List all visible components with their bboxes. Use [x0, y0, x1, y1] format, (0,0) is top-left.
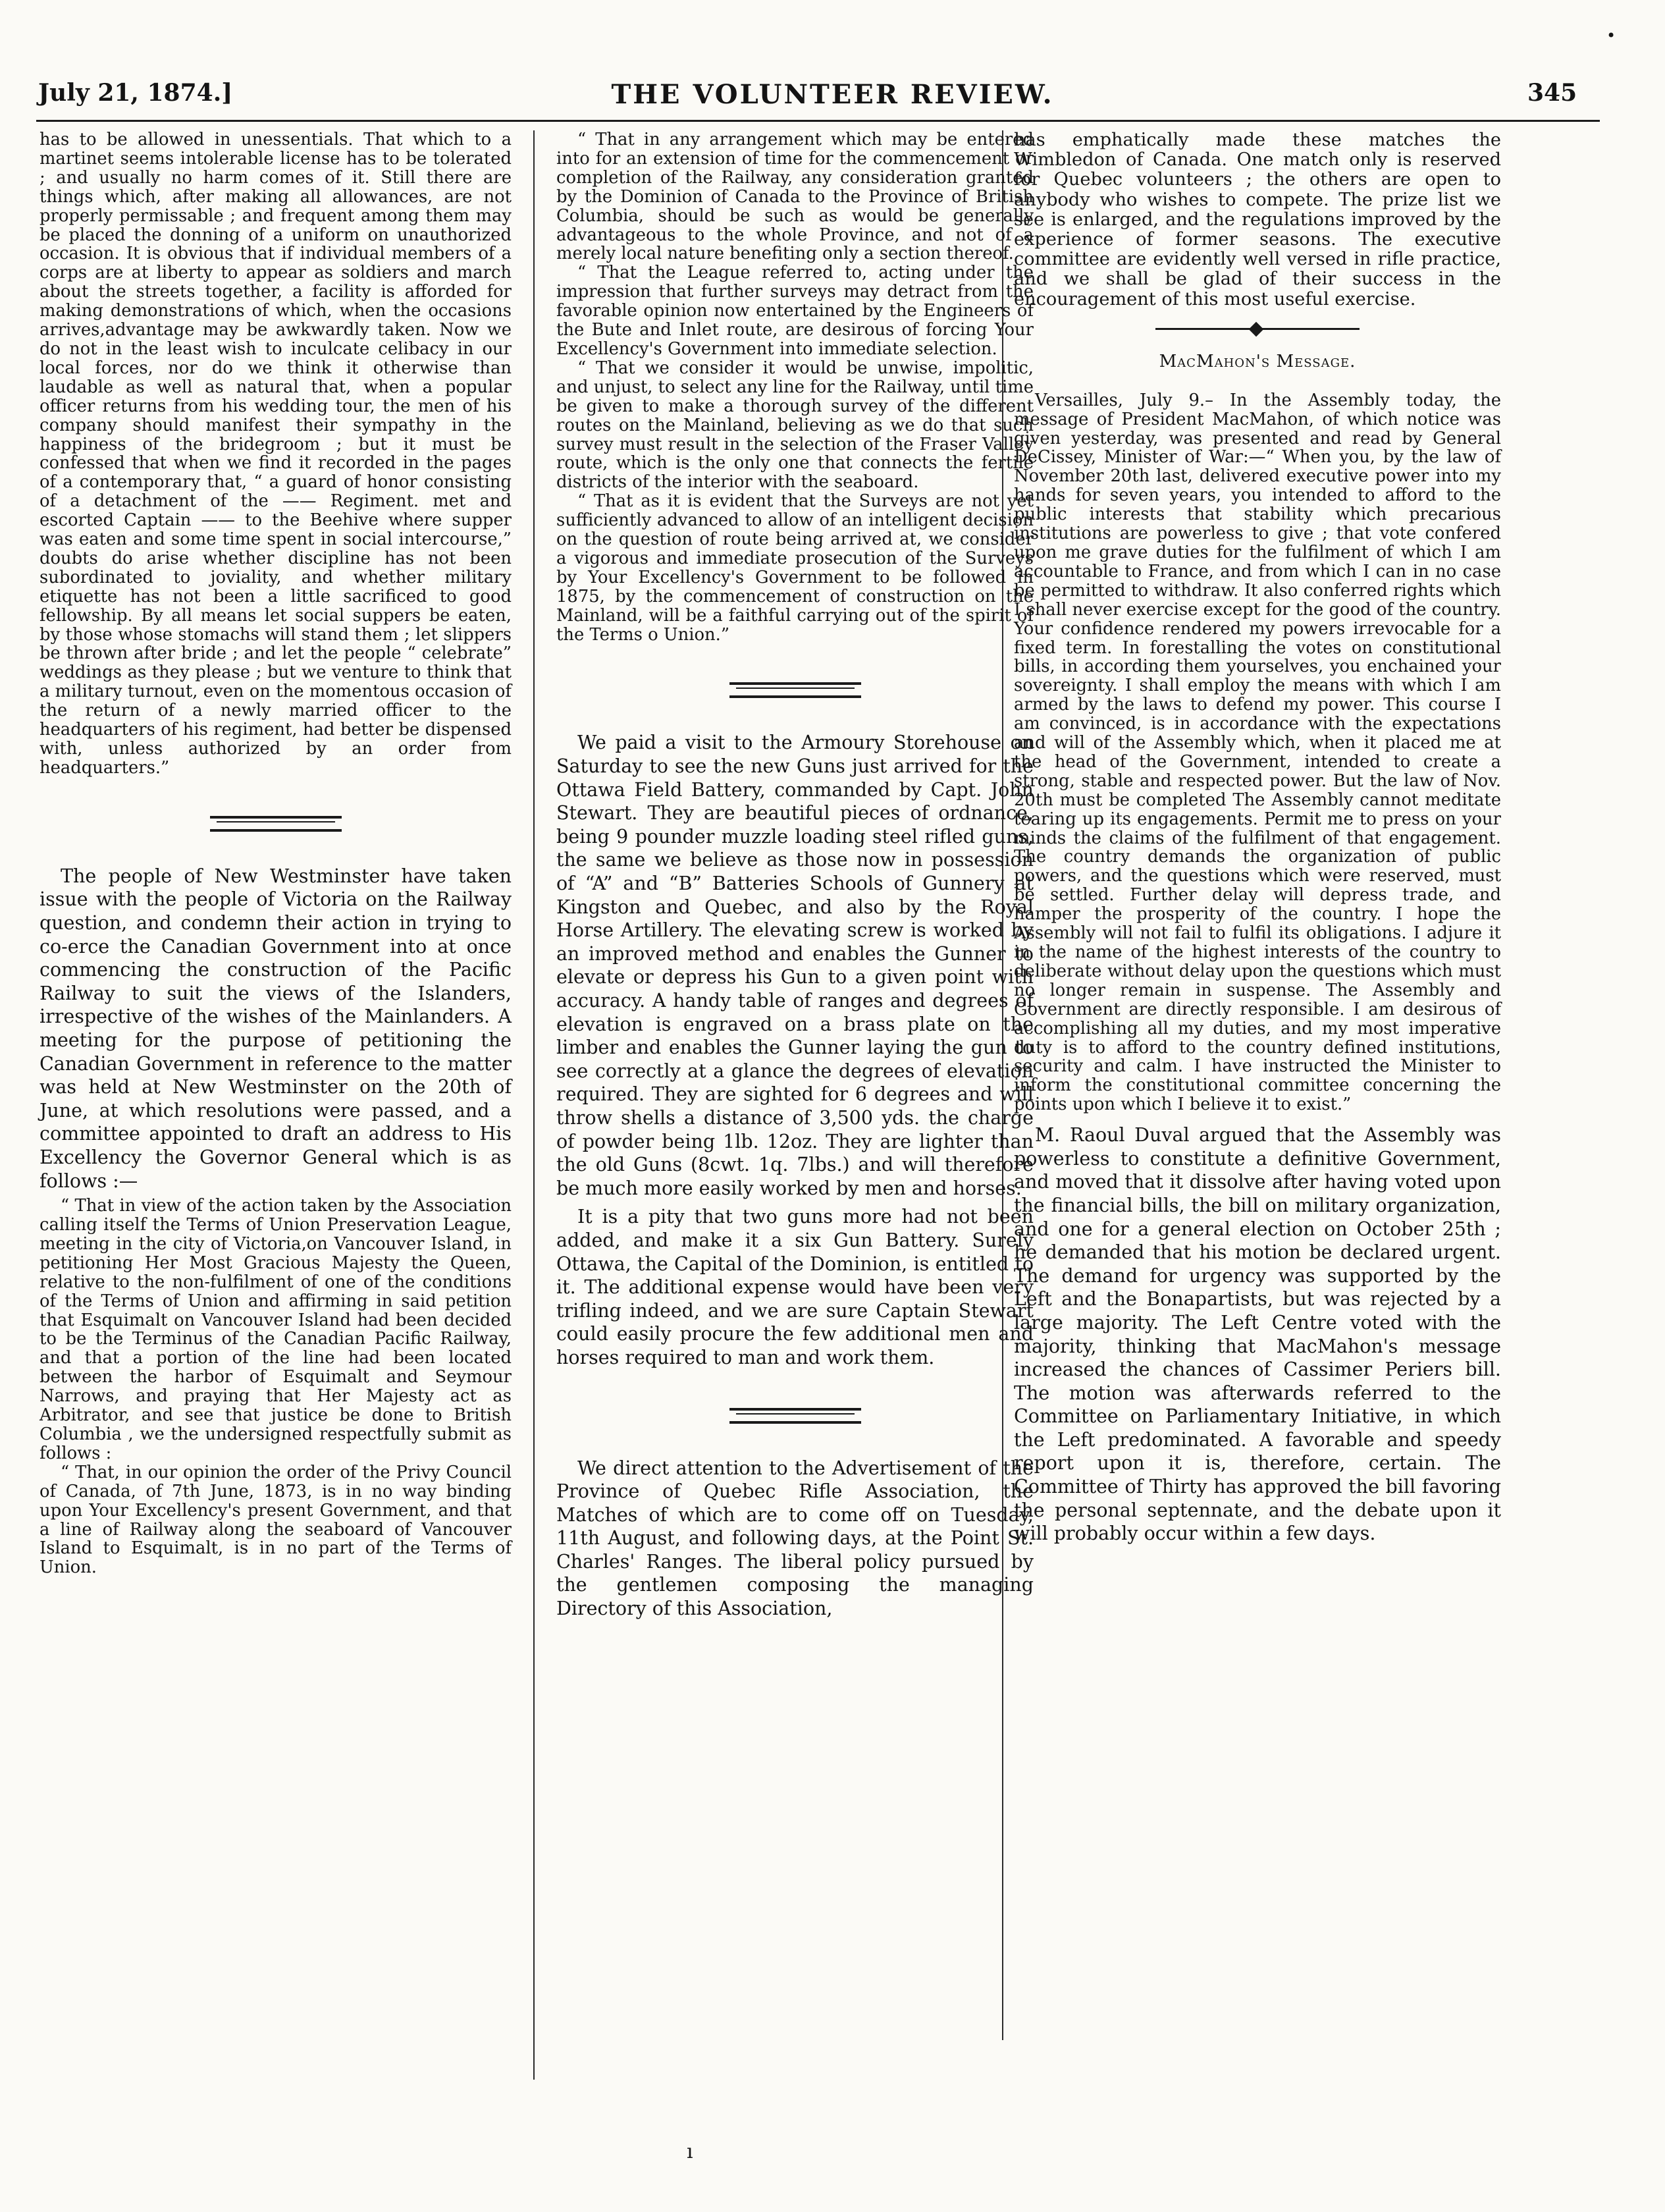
article-paragraph: “ That we consider it would be unwise, impolitic, and unjust, to select any line for the Railway, until time be given to make a thorough survey of the different routes on the Mainland, believing as we do that such survey must result in the selection of the Fraser Valley route, which is the only one that connects the fertile districts of the interior with the seaboard. [556, 358, 1034, 493]
section-divider [729, 682, 861, 698]
column-3 [1014, 130, 1501, 1546]
article-paragraph: “ That in view of the action taken by the Association calling itself the Terms of Union Preservation League, meeting in the city of Victoria,on Vancouver Island, in petitioning Her Most Gracious Majesty the Queen, relative to the non-fulfilment of one of the conditions of the Terms of Union and affirming in said petition that Esquimalt on Vancouver Island had been decided to be the Terminus of the Canadian Pacific Railway, and that a portion of the line had been located between the harbor of Esquimalt and Seymour Narrows, and praying that Her Majesty act as Arbitrator, and see that justice be done to British Columbia , we the undersigned respectfully submit as follows : [40, 1196, 512, 1463]
article-paragraph: “ That, in our opinion the order of the Privy Council of Canada, of 7th June, 1873, is in no way binding upon Your Excellency's present Government, and that a line of Railway along the seaboard of Vancouver Island to Esquimalt, is in no part of the Terms of Union. [40, 1462, 512, 1578]
section-divider [1155, 328, 1360, 330]
article-paragraph: “ That the League referred to, acting under the impression that further surveys may detract from the favorable opinion now entertained by the Engineers of the Bute and Inlet route, are desirous of forcing Your Excellency's Government into immediate selection. [556, 263, 1034, 359]
masthead-title: THE VOLUNTEER REVIEW. [611, 79, 1054, 110]
article-paragraph: has to be allowed in unessentials. That which to a martinet seems intolerable license has to be tolerated ; and usually no harm comes of it. Still there are things which, after making all allowances, are not properly permissable ; and frequent among them may be placed the donning of a uniform on unauthorized occasion. It is obvious that if individual members of a corps are at liberty to appear as soldiers and march about the streets together, a facility is afforded for making demonstrations of which, when the occasions arrives,advantage may be awkwardly taken. Now we do not in the least wish to inculcate celibacy in our local forces, nor do we think it otherwise than laudable as well as natural that, when a popular officer returns from his wedding tour, the men of his company should manifest their sympathy in the happiness of the bridegroom ; but it must be confessed that when we find it recorded in the pages of a contemporary that, “ a guard of honor consisting of a detachment of the —— Regiment. met and escorted Captain —— to the Beehive where supper was eaten and some time spent in social intercourse,” doubts do arise whether discipline has not been subordinated to joviality, and whether military etiquette has not been a little sacrificed to good fellowship. By all means let social suppers be eaten, by those whose stomachs will stand them ; let slippers be thrown after bride ; and let the people “ celebrate” weddings as they please ; but we venture to think that a military turnout, even on the momentous occasion of the return of a newly married officer to the headquarters of his regiment, had better be dispensed with, unless authorized by an order from headquarters.” [40, 130, 512, 778]
section-divider [729, 1408, 861, 1424]
print-mark: ı [687, 2140, 693, 2163]
article-paragraph: Versailles, July 9.– In the Assembly today, the message of President MacMahon, of which notice was given yesterday, was presented and read by General DeCissey, Minister of War:—“ When you, by the law of November 20th last, delivered executive power into my hands for seven years, you intended to afford to the public interests that stability which precarious institutions are powerless to give ; that vote confered upon me grave duties for the fulfilment of which I am accountable to France, and from which I can in no case be permitted to withdraw. It also conferred rights which I shall never exercise except for the good of the country. Your confidence rendered my powers irrevocable for a fixed term. In forestalling the votes on constitutional bills, in according them yourselves, you enchained your sovereignty. I shall employ the means with which I am armed by the laws to defend my power. This course I am convinced, is in accordance with the expectations and will of the Assembly which, when it placed me at the head of the Government, intended to create a strong, stable and respected power. But the law of Nov. 20th must be completed The Assembly cannot meditate tearing up its engagements. Permit me to press on your minds the claims of the fulfilment of that engagement. The country demands the organization of public powers, and the questions which were reserved, must be settled. Further delay will depress trade, and hamper the prosperity of the country. I hope the Assembly will not fail to fulfil its obligations. I adjure it in the name of the highest interests of the country to deliberate without delay upon the questions which must no longer remain in suspense. The Assembly and Government are directly responsible. I am desirous of accomplishing all my duties, and my most imperative duty is to afford to the country defined institutions, security and calm. I have instructed the Minister to inform the constitutional committee concerning the points upon which I believe it to exist.” [1014, 390, 1501, 1115]
article-paragraph: “ That in any arrangement which may be entered into for an extension of time for the commencement or completion of the Railway, any consideration granted by the Dominion of Canada to the Province of British Columbia, should be such as would be generally advantageous to the whole Province, and not of a merely local nature benefiting only a section thereof. [556, 130, 1034, 264]
section-heading: MacMahon's Message. [1159, 351, 1356, 371]
page-number: 345 [1527, 79, 1577, 107]
article-paragraph: The people of New Westminster have taken issue with the people of Victoria on the Railway question, and condemn their action in trying to co-erce the Canadian Government into at once commencing the construction of the Pacific Railway to suit the views of the Islanders, irrespective of the wishes of the Mainlanders. A meeting for the purpose of petitioning the Canadian Government in reference to the matter was held at New Westminster on the 20th of June, at which resolutions were passed, and a committee appointed to draft an address to His Excellency the Governor General which is as follows :— [40, 865, 512, 1192]
column-2 [556, 130, 1034, 1621]
header-rule [36, 120, 1600, 122]
print-speck: • [1606, 26, 1616, 45]
section-divider [210, 816, 342, 832]
column-1 [40, 130, 512, 1577]
article-paragraph: has emphatically made these matches the Wimbledon of Canada. One match only is reserved for Quebec volunteers ; the others are open to anybody who wishes to compete. The prize list we see is enlarged, and the regulations improved by the experience of former seasons. The executive committee are evidently well versed in rifle practice, and we shall be glad of their success in the encouragement of this most useful exercise. [1014, 130, 1501, 310]
issue-date: July 21, 1874.] [38, 79, 233, 107]
article-paragraph: It is a pity that two guns more had not been added, and make it a six Gun Battery. Surely Ottawa, the Capital of the Dominion, is entitled to it. The additional expense would have been very trifling indeed, and we are sure Captain Stewart could easily procure the few additional men and horses required to man and work them. [556, 1206, 1034, 1368]
column-rule [533, 130, 535, 2080]
article-paragraph: “ That as it is evident that the Surveys are not yet sufficiently advanced to allow of an intelligent decision on the question of route being arrived at, we consider a vigorous and immediate prosecution of the Surveys by Your Excellency's Government to be followed in 1875, by the commencement of construction on the Mainland, will be a faithful carrying out of the spirit of the Terms o Union.” [556, 491, 1034, 645]
article-paragraph: M. Raoul Duval argued that the Assembly was powerless to constitute a definitive Government, and moved that it dissolve after having voted upon the financial bills, the bill on military organization, and one for a general election on October 25th ; he demanded that his motion be declared urgent. The demand for urgency was supported by the Left and the Bonapartists, but was rejected by a large majority. The Left Centre voted with the majority, thinking that MacMahon's message increased the chances of Cassimer Periers bill. The motion was afterwards referred to the Committee on Parliamentary Initiative, in which the Left predominated. A favorable and speedy report upon it is, therefore, certain. The Committee of Thirty has approved the bill favoring the personal septennate, and the debate upon it will probably occur within a few days. [1014, 1124, 1501, 1545]
article-paragraph: We direct attention to the Advertisement of the Province of Quebec Rifle Association, the Matches of which are to come off on Tuesday, 11th August, and following days, at the Point St. Charles' Ranges. The liberal policy pursued by the gentlemen composing the managing Directory of this Association, [556, 1457, 1034, 1620]
article-paragraph: We paid a visit to the Armoury Storehouse on Saturday to see the new Guns just arrived for the Ottawa Field Battery, commanded by Capt. John Stewart. They are beautiful pieces of ordnance, being 9 pounder muzzle loading steel rifled guns, the same we believe as those now in possession of “A” and “B” Batteries Schools of Gunnery at Kingston and Quebec, and also by the Royal Horse Artillery. The elevating screw is worked by an improved method and enables the Gunner to elevate or depress his Gun to a given point with accuracy. A handy table of ranges and degrees of elevation is engraved on a brass plate on the limber and enables the Gunner laying the gun to see correctly at a glance the degrees of elevation required. They are sighted for 6 degrees and will throw shells a distance of 3,500 yds. the charge of powder being 1lb. 12oz. They are lighter than the old Guns (8cwt. 1q. 7lbs.) and will therefore be much more easily worked by men and horses. [556, 732, 1034, 1199]
